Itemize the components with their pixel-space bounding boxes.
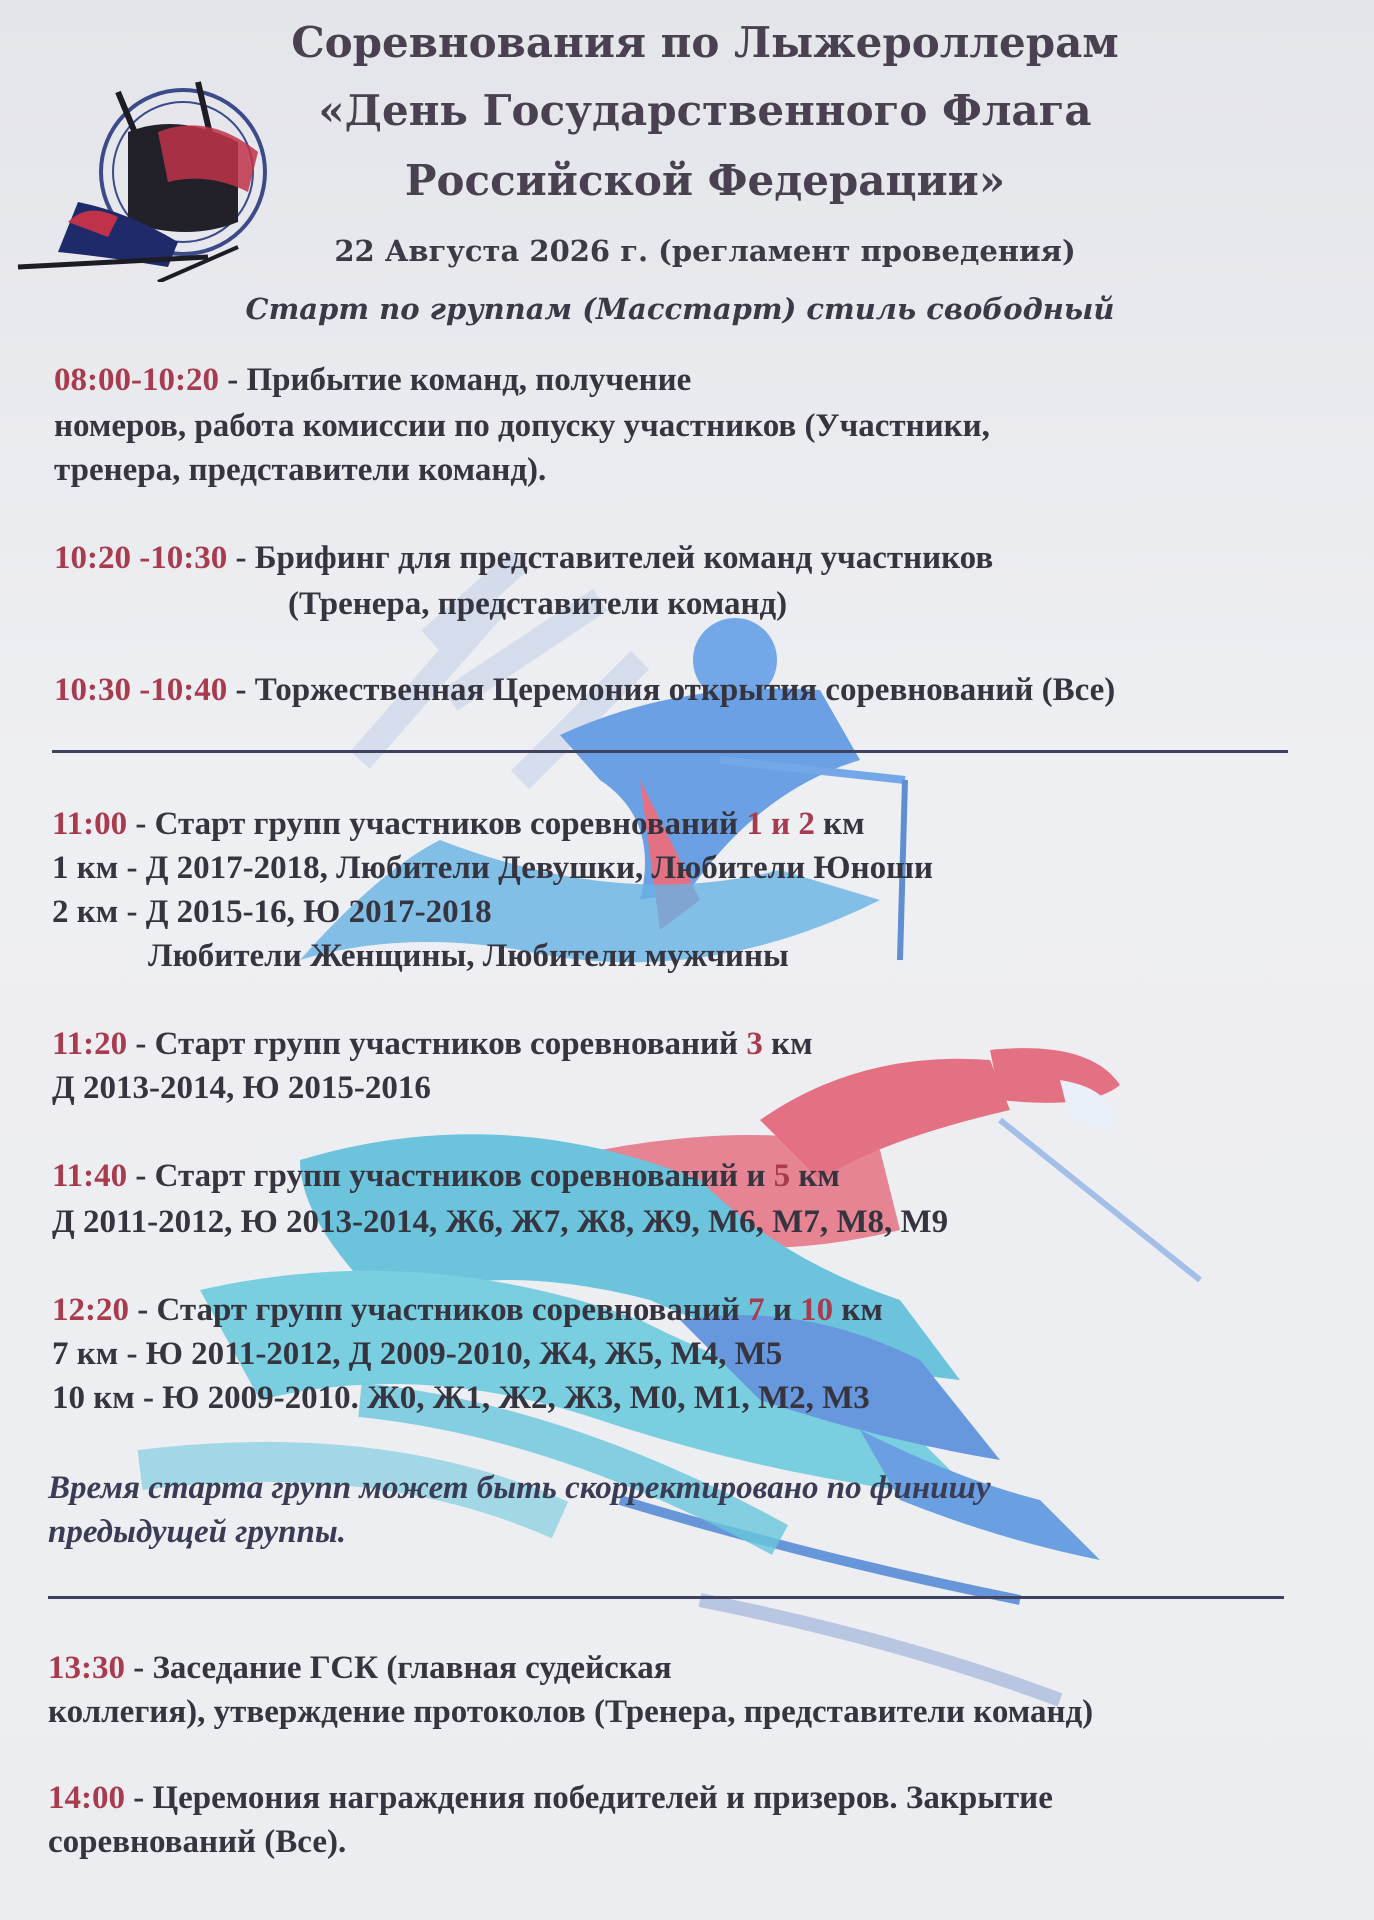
title-line-2: «День Государственного Флага	[318, 86, 1092, 135]
schedule-text: - Торжественная Церемония открытия соревнований (Все)	[227, 672, 1116, 708]
distance-1: 5	[773, 1158, 791, 1194]
schedule-item-1-cont-1: номеров, работа комиссии по допуску участников (Участники,	[54, 408, 990, 444]
schedule-time: 08:00-10:20	[54, 362, 219, 398]
start-1220-line-2: 10 км - Ю 2009-2010. Ж0, Ж1, Ж2, Ж3, М0, М1, М2, М3	[52, 1380, 870, 1416]
start-time: 11:00	[52, 806, 128, 842]
start-time: 12:20	[52, 1292, 129, 1328]
section-divider	[52, 750, 1288, 753]
closing-item-1	[48, 1650, 672, 1687]
schedule-text: - Брифинг для представителей команд участников	[227, 540, 994, 576]
distance-unit: км	[790, 1158, 840, 1194]
schedule-item-2	[54, 540, 993, 577]
closing-text: - Церемония награждения победителей и призеров. Закрытие	[125, 1780, 1053, 1816]
section-divider	[48, 1596, 1284, 1599]
distance-and: и	[764, 1292, 801, 1328]
distance-and: и	[762, 806, 799, 842]
start-time: 11:20	[52, 1026, 128, 1062]
start-1220-line-1: 7 км - Ю 2011-2012, Д 2009-2010, Ж4, Ж5, М4, М5	[52, 1336, 783, 1372]
start-1140	[52, 1158, 840, 1195]
title-line-1: Соревнования по Лыжероллерам	[291, 18, 1119, 67]
start-text: - Старт групп участников соревнований	[129, 1292, 749, 1328]
title-line-3: Российской Федерации»	[404, 156, 1006, 205]
start-time: 11:40	[52, 1158, 128, 1194]
start-1100-line-3: Любители Женщины, Любители мужчины	[148, 938, 789, 974]
distance-unit: км	[762, 1026, 813, 1062]
schedule-item-3	[54, 672, 1115, 709]
note-line-2: предыдущей группы.	[48, 1514, 347, 1550]
distance-unit: км	[814, 806, 865, 842]
distance-2: 2	[798, 806, 815, 842]
closing-text: - Заседание ГСК (главная судейская	[125, 1650, 672, 1686]
distance-unit: км	[833, 1292, 883, 1328]
closing-item-1-cont: коллегия), утверждение протоколов (Тренера, представители команд)	[48, 1694, 1094, 1730]
lower-skier-figure	[140, 1048, 1200, 1700]
distance-1: 7	[748, 1292, 765, 1328]
start-1120-line-1: Д 2013-2014, Ю 2015-2016	[52, 1070, 431, 1106]
start-1100	[52, 806, 865, 843]
start-text: - Старт групп участников соревнований и	[127, 1158, 774, 1194]
roller-ski-club-logo-icon	[18, 82, 265, 282]
date-subtitle: 22 Августа 2026 г. (регламент проведения)	[334, 234, 1076, 268]
start-mode: Старт по группам (Масстарт) стиль свободный	[245, 292, 1115, 326]
schedule-text: - Прибытие команд, получение	[218, 362, 692, 398]
closing-time: 14:00	[48, 1780, 125, 1816]
closing-item-2	[48, 1780, 1053, 1817]
distance-1: 3	[746, 1026, 763, 1062]
start-1100-line-1: 1 км - Д 2017-2018, Любители Девушки, Любители Юноши	[52, 850, 933, 886]
closing-item-2-cont: соревнований (Все).	[48, 1824, 347, 1860]
start-1220	[52, 1292, 883, 1329]
distance-2: 10	[800, 1292, 834, 1328]
schedule-item-2-cont-1: (Тренера, представители команд)	[288, 586, 788, 622]
schedule-time: 10:30 -10:40	[54, 672, 228, 708]
start-1100-line-2: 2 км - Д 2015-16, Ю 2017-2018	[52, 894, 492, 930]
start-text: - Старт групп участников соревнований	[127, 806, 747, 842]
schedule-time: 10:20 -10:30	[54, 540, 228, 576]
start-1140-line-1: Д 2011-2012, Ю 2013-2014, Ж6, Ж7, Ж8, Ж9, М6, М7, М8, М9	[52, 1204, 949, 1240]
start-text: - Старт групп участников соревнований	[127, 1026, 747, 1062]
start-1120	[52, 1026, 813, 1063]
schedule-item-1	[54, 362, 691, 399]
schedule-item-1-cont-2: тренера, представители команд).	[54, 452, 547, 488]
closing-time: 13:30	[48, 1650, 125, 1686]
note-line-1: Время старта групп может быть скорректировано по финишу	[48, 1470, 991, 1506]
distance-1: 1	[746, 806, 763, 842]
